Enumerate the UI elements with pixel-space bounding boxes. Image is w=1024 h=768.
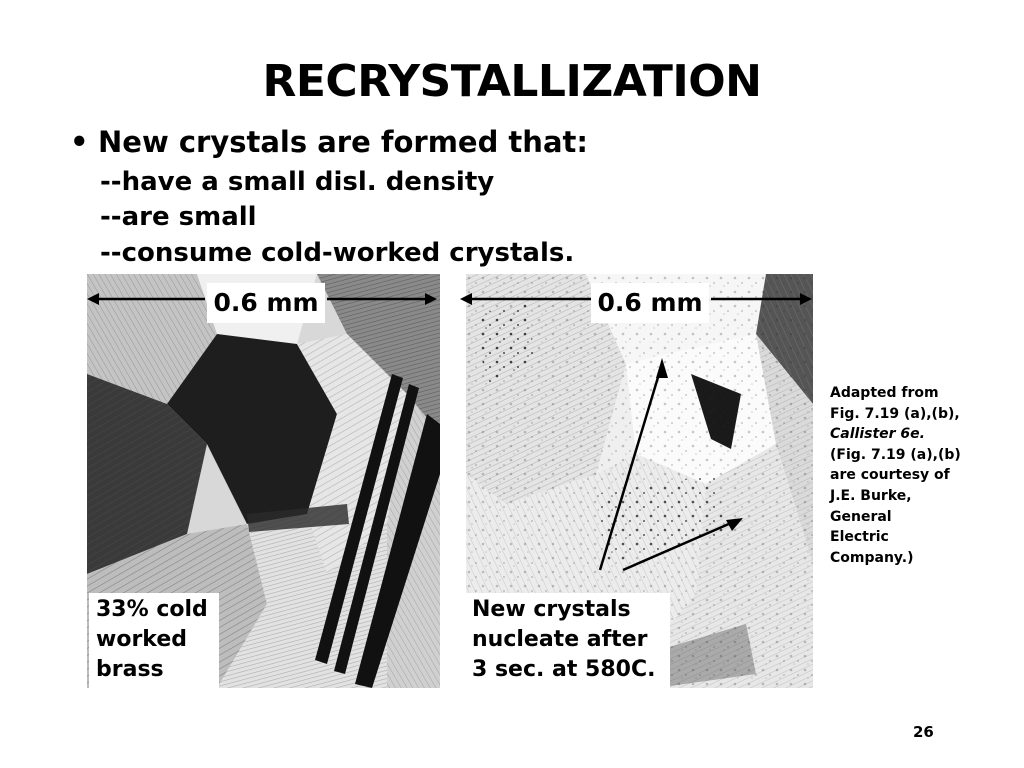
- subpoint-3: --consume cold-worked crystals.: [100, 238, 575, 268]
- figure-credit: [830, 383, 961, 568]
- slide-title: RECRYSTALLIZATION: [262, 56, 762, 107]
- scale-label-left: 0.6 mm: [207, 283, 325, 323]
- bullet-main: [70, 122, 588, 162]
- bullet-text: New crystals are formed that:: [98, 125, 588, 159]
- credit-line: Callister 6e.: [830, 426, 925, 443]
- bullet-marker: •: [70, 125, 89, 159]
- credit-line: Electric: [830, 529, 889, 546]
- caption-line: New crystals: [472, 597, 631, 622]
- credit-line: Adapted from: [830, 385, 939, 401]
- caption-new-crystals: [465, 593, 670, 689]
- caption-cold-worked: [89, 593, 219, 689]
- subpoint-2: --are small: [100, 202, 257, 232]
- page-number: 26: [913, 723, 934, 741]
- credit-line: Company.): [830, 549, 914, 566]
- credit-line: (Fig. 7.19 (a),(b): [830, 446, 961, 463]
- scale-label-right: 0.6 mm: [591, 283, 709, 323]
- caption-line: 3 sec. at 580C.: [472, 657, 656, 682]
- caption-line: 33% cold: [96, 597, 208, 622]
- caption-line: brass: [96, 657, 164, 682]
- credit-line: General: [830, 508, 892, 525]
- caption-line: nucleate after: [472, 627, 648, 652]
- subpoint-1: --have a small disl. density: [100, 167, 495, 197]
- caption-line: worked: [96, 627, 187, 652]
- credit-line: J.E. Burke,: [830, 487, 912, 504]
- credit-line: are courtesy of: [830, 467, 950, 484]
- credit-line: Fig. 7.19 (a),(b),: [830, 405, 960, 422]
